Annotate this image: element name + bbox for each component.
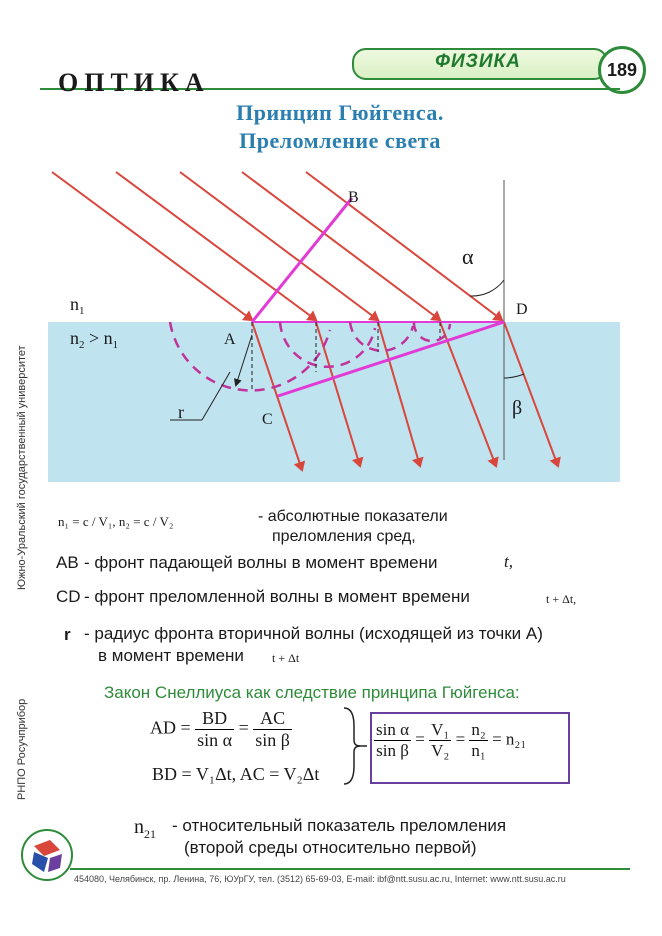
legend-t-dt: t + Δt, [546,592,577,606]
snell-law-formula [374,720,526,761]
publisher-logo-icon [20,828,74,882]
frac-bd: BD [195,708,234,730]
relative-index-text: - относительный показатель преломления [172,816,507,835]
legend-text-1: - абсолютные показатели [258,508,448,525]
formula-bd: BD = V₁Δt, AC = V₂Δt [152,764,320,784]
label-alpha: α [462,244,474,269]
box-n2: n₂ [471,720,486,739]
label-n2-gt-n1: $n_2 > n_1$ [70,328,119,351]
incident-ray [52,172,252,320]
relative-index-text-2: (второй среды относительно первой) [184,838,477,857]
subject-label: ФИЗИКА [435,51,521,72]
legend-text-4b: в момент времени [98,646,244,665]
legend-text-1b: преломления сред, [272,528,416,545]
formula-ad [150,708,292,751]
box-sin-alpha: sin α [376,720,409,739]
label-b: B [348,189,359,206]
box-v2: V₂ [431,741,450,760]
label-r: r [178,402,184,422]
frac-ac: AC [253,708,292,730]
incident-ray [116,172,316,320]
legend-ab: AB [56,553,79,572]
legend-text-2: - фронт падающей волны в момент времени [84,553,438,572]
title-line-1: Принцип Гюйгенса. [236,100,444,125]
section-title: ОПТИКА [58,68,210,97]
brace-arrow [340,706,368,786]
title-line-2: Преломление света [239,128,441,153]
equals: = [238,717,249,738]
legend-text-4: - радиус фронта вторичной волны (исходящей из точки А) [84,624,543,643]
refraction-diagram [30,160,630,490]
legend-text-3: - фронт преломленной волны в момент времени [84,587,470,606]
equals: = [455,729,466,749]
footer-address: 454080, Челябинск, пр. Ленина, 76, ЮУрГУ, тел. (3512) 65-69-03, E-mail: ibf@ntt.susu.ac.ru, Internet: www.ntt.susu.ac.ru [74,874,566,884]
legend-cd: CD [56,587,81,606]
label-c: C [262,411,273,428]
footer-divider [70,868,630,870]
label-d: D [516,301,528,318]
legend-r: r [64,625,71,644]
frac-sin-alpha: sin α [197,730,233,750]
legend-formula-n: n₁ = c / V₁, n₂ = c / V₂ [58,514,174,529]
box-n21: = n₂₁ [492,729,527,749]
relative-index-symbol: $n_{21}$ [134,816,156,841]
box-n1: n₁ [471,741,486,760]
page-number: 189 [598,46,646,94]
frac-sin-beta: sin β [255,730,290,750]
label-beta: β [512,397,523,419]
alpha-arc [470,280,504,296]
snell-heading: Закон Снеллиуса как следствие принципа Гюйгенса: [104,683,520,702]
equals: = [415,729,425,749]
university-name: Южно-Уральский государственный университет [16,345,28,590]
publisher-name: РНПО Росучприбор [16,698,28,800]
legend-t-dt-2: t + Δt [272,651,300,665]
label-a: A [224,331,236,348]
legend-t: t, [504,552,513,571]
label-n1: $n_1$ [70,294,85,317]
box-v1: V₁ [431,720,450,739]
formula-ad-lhs: AD = [150,717,191,738]
box-sin-beta: sin β [376,741,409,760]
